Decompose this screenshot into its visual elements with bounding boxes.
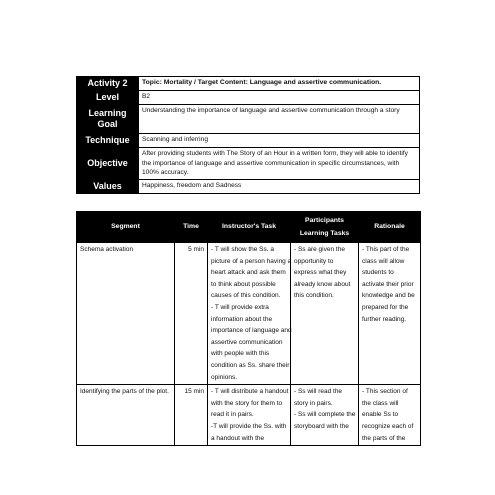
rationale-line: the parts of the <box>362 434 406 442</box>
rationale-cell <box>359 385 421 446</box>
instructor-line: condition as Ss. share their <box>211 361 290 369</box>
rationale-line: the class will <box>362 399 399 407</box>
instructor-task-cell <box>208 243 291 385</box>
instructor-line: opinions. <box>211 373 238 381</box>
technique-label: Technique <box>77 134 139 148</box>
participants-learning-tasks-header <box>291 212 359 243</box>
table-row <box>77 385 421 446</box>
participants-header-line1: Participants <box>305 216 344 224</box>
objective-value: After providing students with The Story of an Hour in a written form, they will able to identify the importance of language and assertive communication in specific circumstances, with 100% accuracy. <box>139 148 420 180</box>
rationale-cell <box>359 243 421 385</box>
rationale-line: - This section of <box>362 388 408 396</box>
technique-value: Scanning and inferring <box>139 134 420 148</box>
time-cell: 5 min <box>175 243 208 385</box>
learning-goal-value: Understanding the importance of language and assertive communication through a story <box>139 105 420 134</box>
instructor-line: - T will provide extra <box>211 303 269 311</box>
stages-header-row <box>77 212 421 243</box>
instructor-line: a handout with the <box>211 434 265 442</box>
rationale-header: Rationale <box>359 212 421 243</box>
participants-line: already know about <box>294 280 351 288</box>
activity-label: Activity 2 <box>77 77 139 91</box>
participants-line: this condition. <box>294 292 334 300</box>
rationale-line: knowledge and be <box>362 292 415 300</box>
participants-line: storyboard with the <box>294 422 349 430</box>
rationale-line: further reading. <box>362 315 407 323</box>
learning-goal-label: Learning Goal <box>77 105 139 134</box>
objective-label: Objective <box>77 148 139 180</box>
info-row-objective <box>77 148 420 180</box>
level-value: B2 <box>139 91 420 105</box>
instructor-line: -T will provide the Ss. with <box>211 422 287 430</box>
instructor-line: - T will show the Ss. a <box>211 246 274 253</box>
segment-cell: Identifying the parts of the plot. <box>77 385 175 446</box>
instructor-line: with the story for them to <box>211 399 283 407</box>
instructor-line: causes of this condition. <box>211 292 281 300</box>
instructor-line: picture of a person having a <box>211 257 292 265</box>
info-row-technique <box>77 134 420 148</box>
lesson-stages-table <box>76 211 421 446</box>
instructor-line: - T will distribute a handout <box>211 388 289 396</box>
rationale-line: activate their prior <box>362 280 414 288</box>
participants-task-cell <box>291 243 359 385</box>
segment-cell: Schema activation <box>77 243 175 385</box>
time-cell: 15 min <box>175 385 208 446</box>
rationale-line: enable Ss to <box>362 411 399 419</box>
level-label: Level <box>77 91 139 105</box>
instructor-line: with people with this <box>211 350 270 358</box>
rationale-line: recognize each of <box>362 422 414 430</box>
info-row-values <box>77 179 420 193</box>
topic-value: Topic: Mortality / Target Content: Language and assertive communication. <box>139 77 420 91</box>
rationale-line: prepared for the <box>362 303 409 311</box>
activity-info-table <box>76 76 420 194</box>
info-row-learning-goal <box>77 105 420 134</box>
values-value: Happiness, freedom and Sadness <box>139 179 420 193</box>
participants-line: story in pairs. <box>294 399 333 407</box>
instructor-line: read it in pairs. <box>211 411 254 419</box>
instructor-line: information about the <box>211 315 273 323</box>
instructor-task-cell <box>208 385 291 446</box>
values-label: Values <box>77 179 139 193</box>
participants-line: - Ss will read the <box>294 388 343 396</box>
instructor-line: to think about possible <box>211 280 276 288</box>
table-row <box>77 243 421 385</box>
time-header: Time <box>175 212 208 243</box>
segment-header: Segment <box>77 212 175 243</box>
participants-header-line2: Learning Tasks <box>299 229 350 237</box>
participants-line: - Ss are given the <box>294 246 345 253</box>
instructor-line: assertive communication <box>211 338 283 346</box>
rationale-line: - This part of the <box>362 246 410 253</box>
info-row-activity <box>77 77 420 91</box>
rationale-line: class will allow <box>362 257 405 265</box>
instructor-line: heart attack and ask them <box>211 269 286 277</box>
participants-line: opportunity to <box>294 257 334 265</box>
rationale-line: students to <box>362 269 394 277</box>
instructor-task-header: Instructor's Task <box>208 212 291 243</box>
instructor-line: importance of language and <box>211 327 292 335</box>
participants-line: - Ss will complete the <box>294 411 356 419</box>
participants-line: express what they <box>294 269 347 277</box>
info-row-level <box>77 91 420 105</box>
participants-task-cell <box>291 385 359 446</box>
